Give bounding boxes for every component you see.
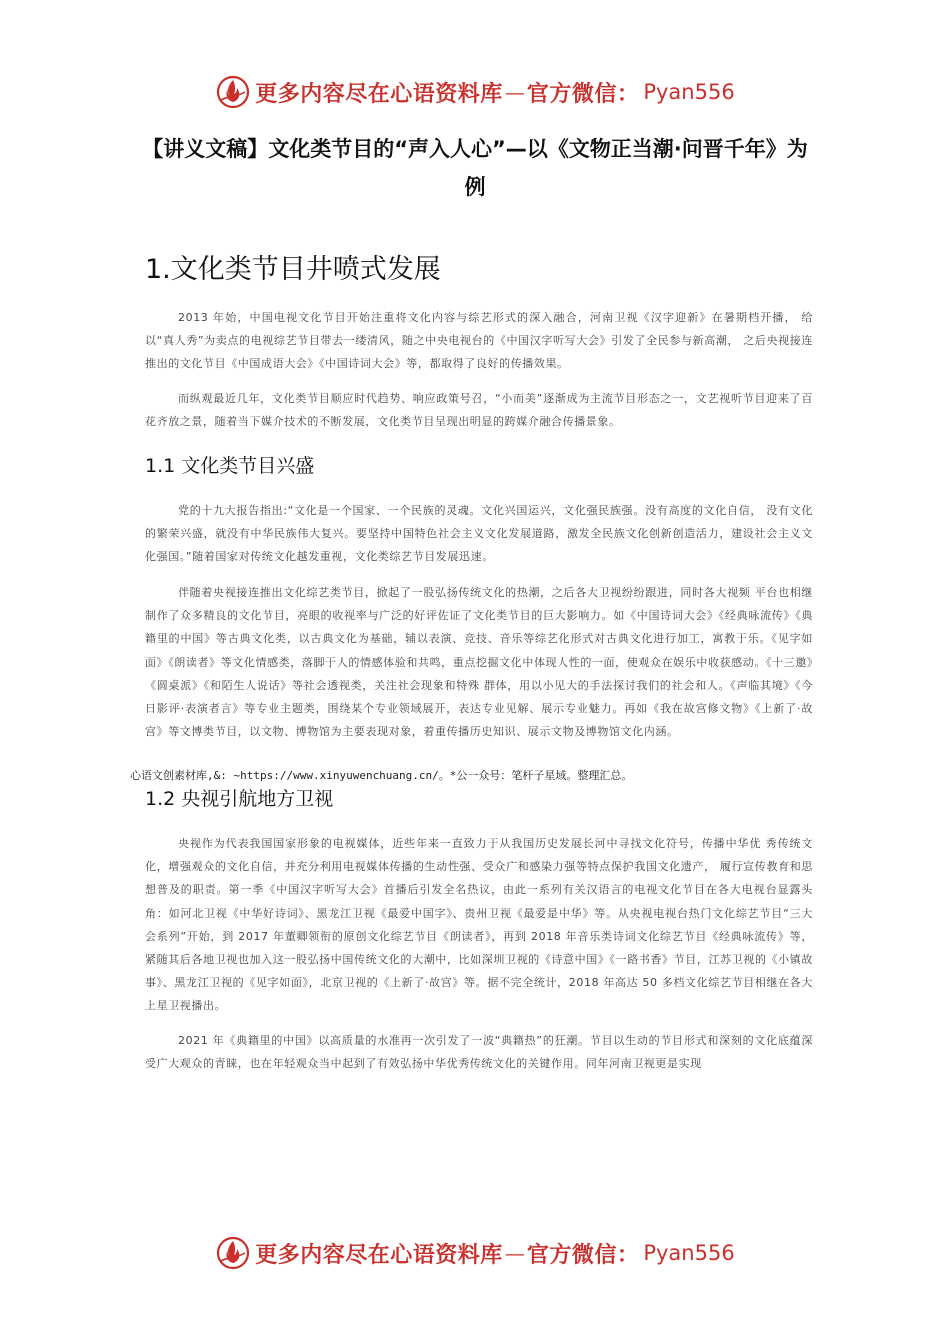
section-heading-1-1: 1.1 文化类节目兴盛 <box>145 455 315 477</box>
paragraph: 而纵观最近几年，文化类节目顺应时代趋势、响应政策号召，“小而美”逐渐成为主流节目形态之一，文艺视听节目迎来了百花齐放之景，随着当下媒介技术的不断发展，文化类节目呈现出明显的跨媒介融合传播景象。 <box>145 392 813 429</box>
banner-contact-id: Pyan556 <box>643 80 735 104</box>
banner-contact-label: 官方微信： <box>526 80 640 107</box>
paragraph: 央视作为代表我国国家形象的电视媒体，近些年来一直致力于从我国历史发展长河中寻找文化符号，传播中华优 秀传统文化，增强观众的文化自信，并充分利用电视媒体传播的生动性强、受众广和感染力强等特点保护我国文化遗产， 履行宣传教育和思想普及的职责。第一季《中国汉字听写大会》首播后引发全名热议，由此一系列有关汉语言的电视文化节目在各大电视台显露头角：如河北卫视《中华好诗词》、黑龙江卫视《最爱中国字》、贵州卫视《最爱是中华》等。从央视电视台热门文化综艺节目“三大会系列”开始，到 2017 年董卿领衔的原创文化综艺节目《朗读者》，再到 2018 年音乐类诗词文化综艺节目《经典咏流传》等，紧随其后各地卫视也加入这一股弘扬中国传统文化的大潮中，比如深圳卫视的《诗意中国》《一路书香》节目，江苏卫视的《小镇故事》、黑龙江卫视的《见字如面》，北京卫视的《上新了·故宫》等。据不完全统计，2018 年高达 50 多档文化综艺节目相继在各大上星卫视播出。 <box>145 837 813 1013</box>
paragraph: 2021 年《典籍里的中国》以高质量的水准再一次引发了一波“典籍热”的狂潮。节目以生动的节目形式和深刻的文化底蕴深受广大观众的青睐，也在年轻观众当中起到了有效弘扬中华优秀传统文化的关键作用。同年河南卫视更是实现 <box>145 1034 813 1071</box>
header-banner <box>0 72 950 112</box>
banner-separator: — <box>504 1241 525 1265</box>
banner-contact-label: 官方微信： <box>526 1241 640 1268</box>
section-heading-1-2: 1.2 央视引航地方卫视 <box>145 788 334 810</box>
paragraph: 2013 年始，中国电视文化节目开始注重将文化内容与综艺形式的深入融合，河南卫视《汉字迎新》在暑期档开播， 给以“真人秀”为卖点的电视综艺节目带去一缕清风，随之中央电视台的《中国汉字听写大会》引发了全民参与新高潮， 之后央视接连推出的文化节目《中国成语大会》《中国诗词大会》等，都取得了良好的传播效果。 <box>145 311 813 371</box>
flame-logo-icon <box>215 74 251 110</box>
flame-logo-icon <box>215 1235 251 1271</box>
banner-contact-id: Pyan556 <box>643 1241 735 1265</box>
paragraph: 伴随着央视接连推出文化综艺类节目，掀起了一股弘扬传统文化的热潮，之后各大卫视纷纷跟进，同时各大视频 平台也相继制作了众多精良的文化节目，亮眼的收视率与广泛的好评佐证了文化类节目的巨大影响力。如《中国诗词大会》《经典咏流传》《典籍里的中国》等古典文化类，以古典文化为基础，辅以表演、竞技、音乐等综艺化形式对古典文化进行加工，寓教于乐。《见字如面》《朗读者》等文化情感类，落脚于人的情感体验和共鸣，重点挖掘文化中体现人性的一面，使观众在娱乐中收获感动。《十三邀》《圆桌派》《和陌生人说话》等社会透视类，关注社会现象和特殊 群体，用以小见大的手法探讨我们的社会和人。《声临其境》《今日影评·表演者言》等专业主题类，围绕某个专业领域展开，表达专业见解、展示专业魅力。再如《我在故宫修文物》《上新了·故宫》等文博类节目，以文物、博物馆为主要表现对象，着重传播历史知识、展示文物及博物馆文化内涵。 <box>145 586 813 739</box>
watermark-line: 心语文创素材库,&: ~https://www.xinyuwenchuang.cn/。*公一众号：笔杆子星域。整理汇总。 <box>130 769 633 782</box>
section-heading-1: 1.文化类节目井喷式发展 <box>145 254 441 285</box>
banner-separator: — <box>504 80 525 104</box>
document-title: 【讲义文稿】文化类节目的“声入人心”—以《文物正当潮·问晋千年》为例 <box>142 137 808 199</box>
banner-text: 更多内容尽在心语资料库 <box>255 80 503 107</box>
footer-banner <box>0 1233 950 1273</box>
paragraph: 党的十九大报告指出:“文化是一个国家、一个民族的灵魂。文化兴国运兴，文化强民族强。没有高度的文化自信， 没有文化的繁荣兴盛，就没有中华民族伟大复兴。要坚持中国特色社会主义文化发展道路，激发全民族文化创新创造活力，建设社会主义文化强国。”随着国家对传统文化越发重视，文化类综艺节目发展迅速。 <box>145 504 813 564</box>
banner-text: 更多内容尽在心语资料库 <box>255 1241 503 1268</box>
